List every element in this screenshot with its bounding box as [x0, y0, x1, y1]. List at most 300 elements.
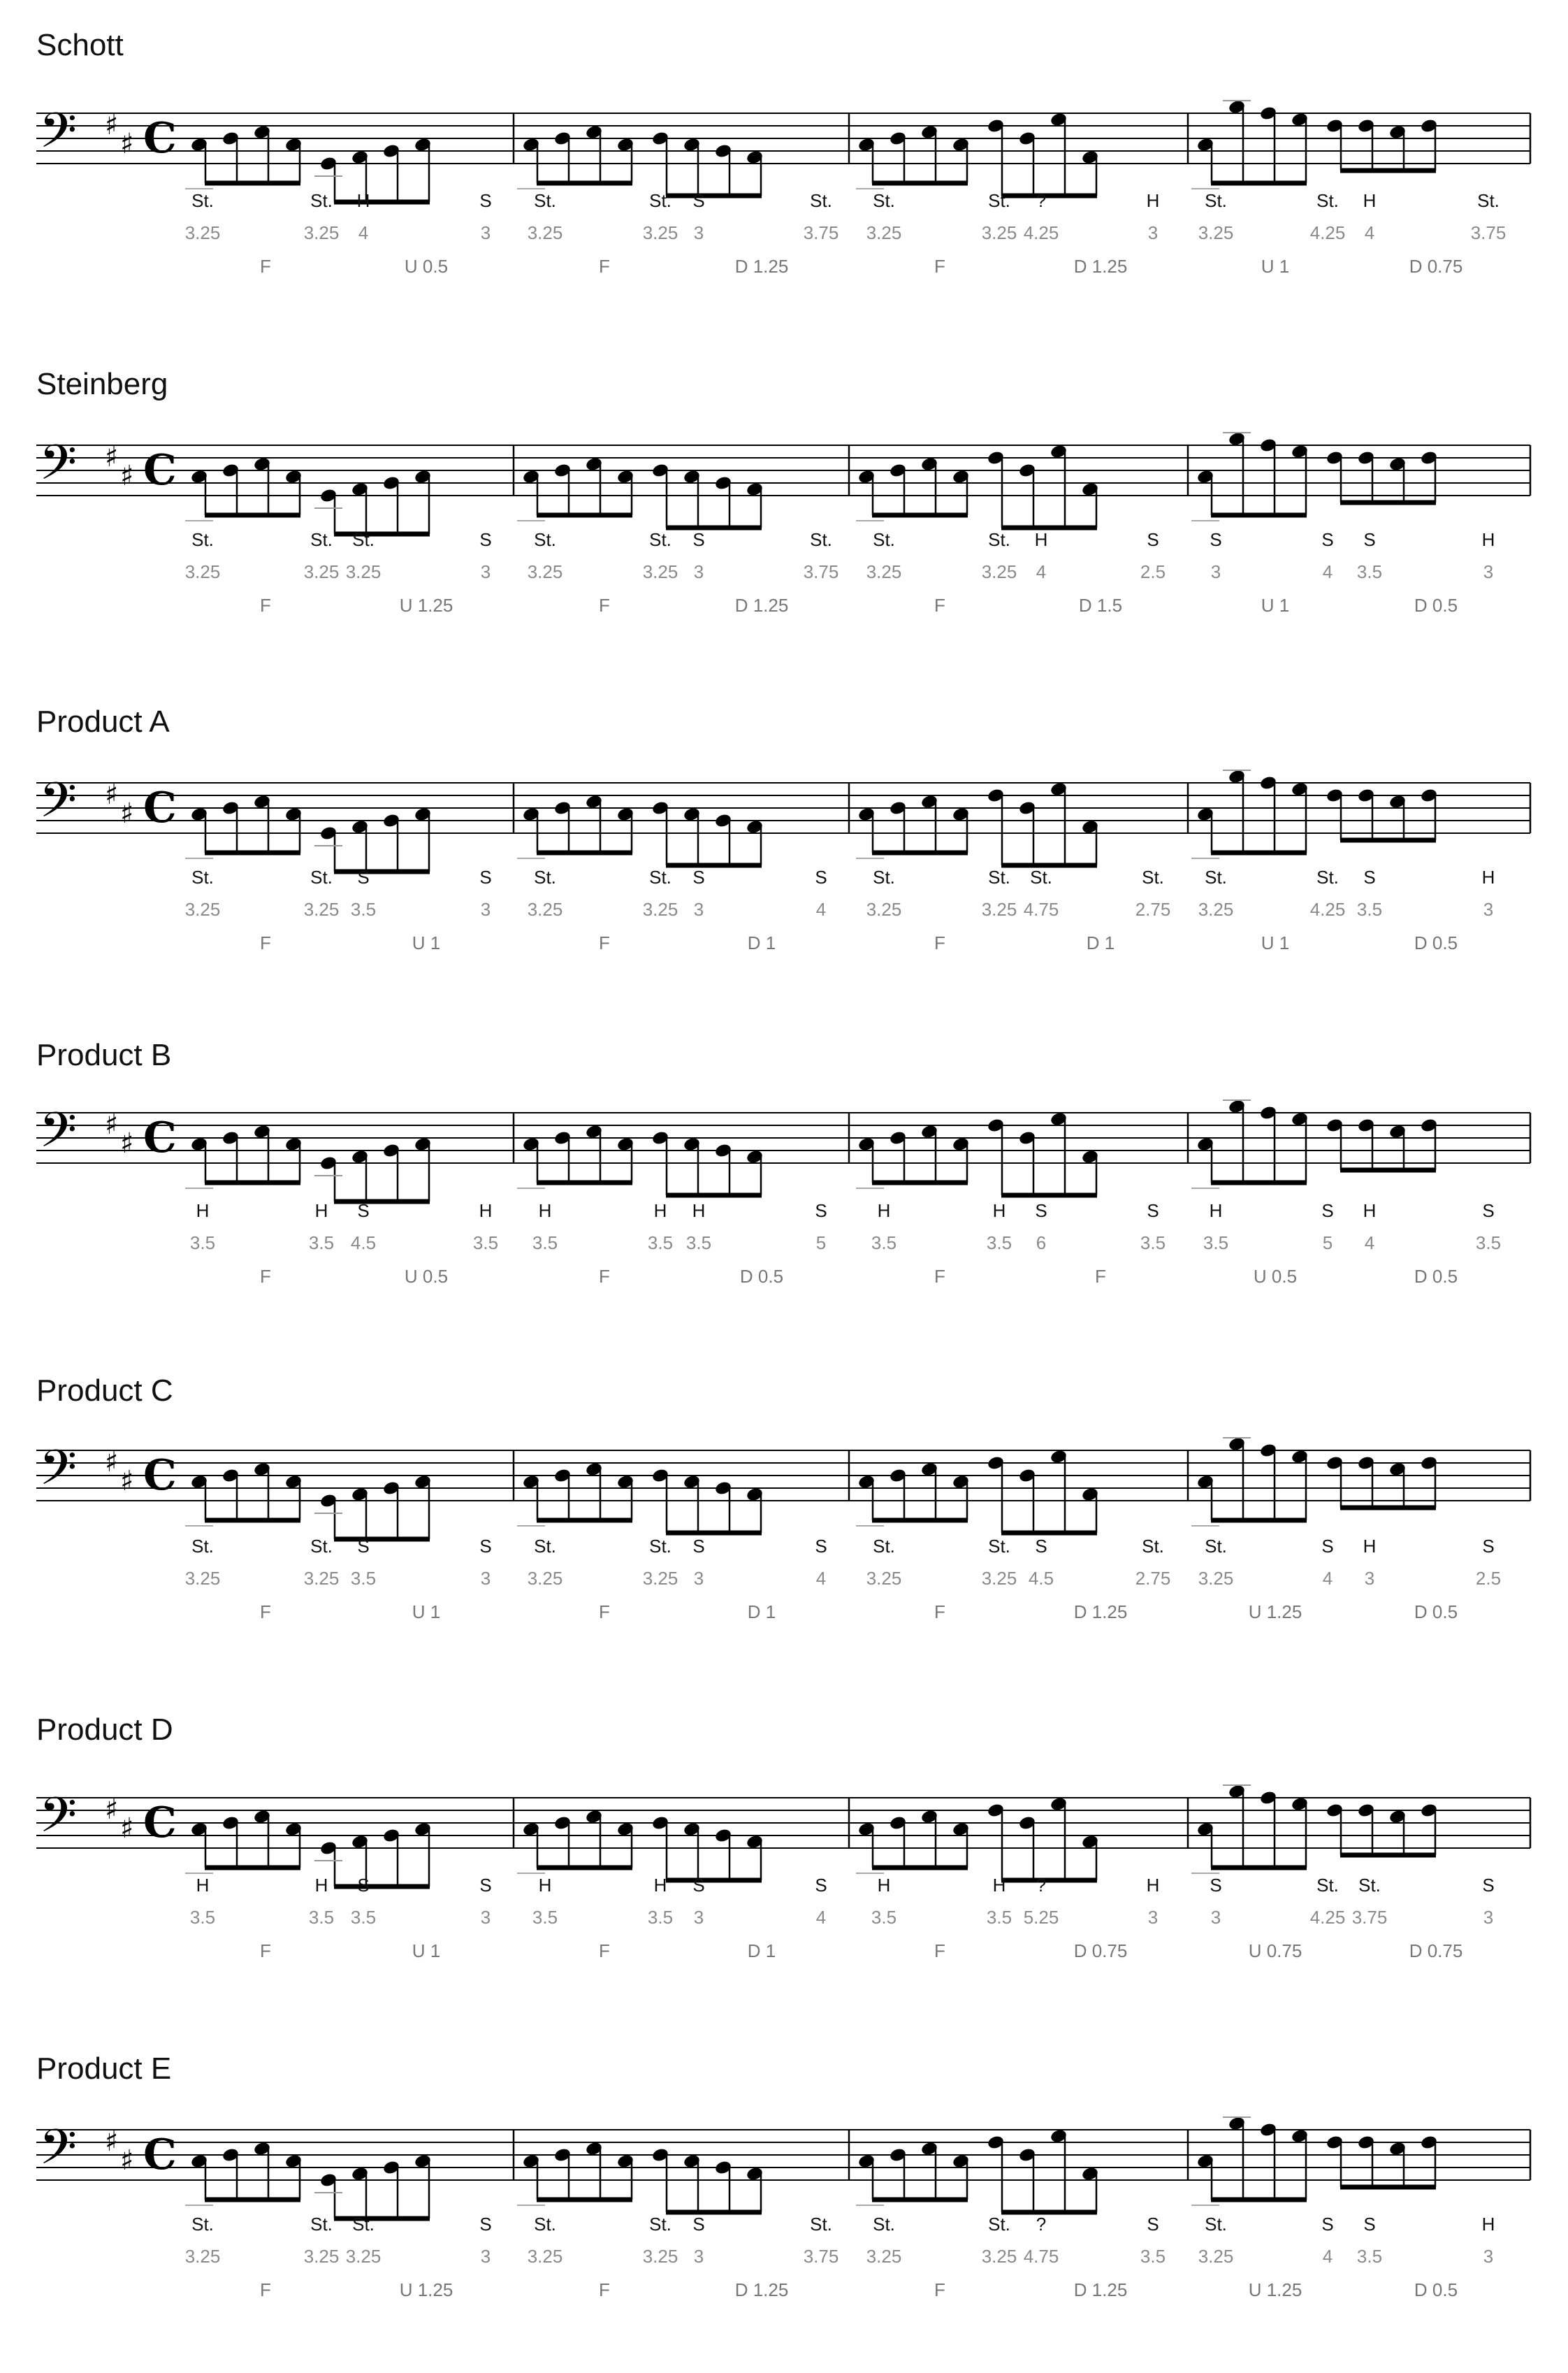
position-value: 3.25 [1198, 2246, 1234, 2267]
position-value: 3.25 [527, 1568, 563, 1589]
sharp-icon: ♯ [105, 441, 119, 473]
position-value: 3 [1210, 561, 1221, 582]
sharp-icon: ♯ [120, 2144, 134, 2177]
position-value: 4 [1036, 561, 1047, 582]
fingering-letter: H [1481, 2214, 1495, 2235]
position-value: 3.25 [866, 1568, 902, 1589]
fingering-letter: St. [534, 529, 556, 550]
fingering-letter: St. [1030, 867, 1052, 888]
time-signature: C [143, 784, 177, 832]
fingering-letter: St. [1205, 1536, 1227, 1557]
fingering-letter: H [992, 1200, 1006, 1221]
position-value: 3.5 [986, 1907, 1012, 1928]
position-value: 3.25 [345, 2246, 382, 2267]
shift-label: U 1 [1261, 595, 1290, 616]
score-system [0, 367, 1568, 688]
fingering-letter: St. [1205, 2214, 1227, 2235]
position-value: 4.25 [1309, 222, 1346, 243]
fingering-letter: H [1146, 1875, 1160, 1896]
shift-label: U 1.25 [399, 595, 453, 616]
position-value: 3.25 [345, 561, 382, 582]
fingering-letter: S [1482, 1875, 1495, 1896]
position-value: 4 [1364, 1232, 1375, 1253]
system-title: Steinberg [36, 367, 168, 401]
shift-label: D 0.75 [1409, 256, 1463, 277]
position-value: 4.25 [1309, 1907, 1346, 1928]
position-value: 4 [815, 1568, 827, 1589]
position-value: 3.75 [1351, 1907, 1388, 1928]
position-value: 3 [480, 2246, 491, 2267]
system-title: Schott [36, 28, 124, 62]
fingering-letter: H [479, 1200, 493, 1221]
position-value: 3.75 [803, 222, 839, 243]
position-value: 3 [1210, 1907, 1221, 1928]
shift-label: D 0.5 [1414, 932, 1458, 953]
fingering-letter: St. [191, 1536, 214, 1557]
position-value: 3.25 [866, 222, 902, 243]
score-system [0, 28, 1568, 349]
position-value: 3.25 [642, 222, 678, 243]
position-value: 3.25 [184, 2246, 221, 2267]
fingering-letter: S [1035, 1536, 1047, 1557]
shift-label: D 1.5 [1078, 595, 1123, 616]
position-value: 4.5 [350, 1232, 377, 1253]
fingering-letter: H [692, 1200, 706, 1221]
shift-label: F [260, 1266, 271, 1287]
fingering-letter: St. [1142, 1536, 1164, 1557]
fingering-letter: S [1363, 529, 1376, 550]
position-value: 3.5 [1356, 899, 1383, 920]
fingering-letter: St. [310, 190, 333, 211]
shift-label: D 1.25 [734, 256, 789, 277]
position-value: 3.5 [1140, 1232, 1166, 1253]
position-value: 3 [480, 899, 491, 920]
time-signature: C [143, 1798, 177, 1847]
fingering-letter: S [1035, 1200, 1047, 1221]
fingering-letter: St. [310, 2214, 333, 2235]
position-value: 3 [480, 1907, 491, 1928]
position-value: 3.5 [189, 1232, 216, 1253]
system-title: Product E [36, 2051, 172, 2086]
bass-clef-icon: 𝄢 [39, 2119, 78, 2187]
position-value: 3.25 [642, 899, 678, 920]
position-value: 4.25 [1023, 222, 1059, 243]
shift-label: F [599, 1940, 610, 1961]
fingering-letter: S [815, 867, 827, 888]
fingering-letter: S [479, 2214, 492, 2235]
fingering-letter: S [1321, 2214, 1334, 2235]
position-value: 3.25 [981, 561, 1017, 582]
position-value: 3.25 [866, 561, 902, 582]
music-staff [0, 1712, 1568, 1855]
system-title: Product C [36, 1373, 173, 1408]
shift-label: F [934, 2279, 945, 2300]
position-value: 3 [693, 1907, 704, 1928]
position-value: 3.5 [350, 1907, 377, 1928]
music-staff [0, 705, 1568, 844]
fingering-letter: H [538, 1200, 552, 1221]
fingering-letter: St. [988, 190, 1010, 211]
score-system [0, 1373, 1568, 1695]
fingering-letter: St. [988, 529, 1010, 550]
position-value: 5 [815, 1232, 827, 1253]
position-value: 3 [480, 222, 491, 243]
fingering-letter: ? [1036, 190, 1047, 211]
fingering-letter: S [479, 1536, 492, 1557]
fingering-letter: H [877, 1200, 891, 1221]
shift-label: U 1.25 [1248, 2279, 1302, 2300]
bass-clef-icon: 𝄢 [39, 1102, 78, 1170]
shift-label: D 0.5 [1414, 1266, 1458, 1287]
fingering-letter: S [1321, 1536, 1334, 1557]
position-value: 3.25 [303, 561, 340, 582]
shift-label: U 1.25 [399, 2279, 453, 2300]
shift-label: U 0.5 [1253, 1266, 1298, 1287]
fingering-letter: St. [988, 867, 1010, 888]
fingering-letter: S [1147, 529, 1159, 550]
position-value: 3.5 [472, 1232, 499, 1253]
shift-label: D 1 [747, 932, 776, 953]
shift-label: U 1 [1261, 932, 1290, 953]
shift-label: U 1 [412, 932, 441, 953]
position-value: 3 [1483, 899, 1494, 920]
fingering-letter: St. [873, 867, 895, 888]
shift-label: F [934, 1940, 945, 1961]
system-title: Product D [36, 1712, 173, 1747]
position-value: 3.25 [642, 2246, 678, 2267]
fingering-letter: H [1481, 867, 1495, 888]
shift-label: F [599, 932, 610, 953]
shift-label: U 1 [1261, 256, 1290, 277]
shift-label: D 0.5 [1414, 2279, 1458, 2300]
shift-label: F [599, 1601, 610, 1622]
fingering-letter: H [196, 1875, 210, 1896]
shift-label: F [1095, 1266, 1106, 1287]
shift-label: F [934, 1601, 945, 1622]
shift-label: F [260, 1601, 271, 1622]
fingering-letter: St. [1316, 867, 1339, 888]
fingering-letter: St. [1477, 190, 1500, 211]
position-value: 3.5 [871, 1907, 897, 1928]
position-value: 4 [1322, 561, 1333, 582]
fingering-letter: St. [1205, 867, 1227, 888]
position-value: 3.25 [1198, 899, 1234, 920]
position-value: 3.25 [527, 561, 563, 582]
shift-label: D 1 [747, 1940, 776, 1961]
position-value: 3.5 [350, 1568, 377, 1589]
fingering-letter: S [1363, 867, 1376, 888]
fingering-letter: S [1321, 529, 1334, 550]
sharp-icon: ♯ [105, 1446, 119, 1478]
time-signature: C [143, 114, 177, 163]
shift-label: D 0.5 [739, 1266, 784, 1287]
shift-label: F [260, 256, 271, 277]
fingering-letter: S [357, 867, 370, 888]
fingering-letter: St. [1205, 190, 1227, 211]
position-value: 3.5 [189, 1907, 216, 1928]
fingering-letter: S [479, 190, 492, 211]
fingering-letter: S [479, 867, 492, 888]
position-value: 3.5 [308, 1907, 335, 1928]
fingering-letter: H [314, 1200, 328, 1221]
fingering-letter: S [357, 1536, 370, 1557]
position-value: 3.5 [871, 1232, 897, 1253]
fingering-letter: St. [191, 190, 214, 211]
position-value: 3.25 [1198, 1568, 1234, 1589]
fingering-letter: St. [534, 867, 556, 888]
shift-label: D 1 [747, 1601, 776, 1622]
fingering-letter: S [692, 1536, 705, 1557]
fingering-letter: St. [810, 2214, 832, 2235]
position-value: 4.5 [1028, 1568, 1054, 1589]
fingering-letter: St. [649, 190, 672, 211]
shift-label: F [599, 1266, 610, 1287]
shift-label: D 1.25 [734, 2279, 789, 2300]
position-value: 3 [1147, 222, 1159, 243]
shift-label: D 1.25 [734, 595, 789, 616]
fingering-letter: St. [1316, 1875, 1339, 1896]
position-value: 3.25 [981, 222, 1017, 243]
fingering-letter: St. [649, 2214, 672, 2235]
fingering-letter: S [692, 190, 705, 211]
position-value: 3.5 [532, 1907, 558, 1928]
fingering-letter: H [538, 1875, 552, 1896]
score-system [0, 1038, 1568, 1359]
position-value: 4.75 [1023, 2246, 1059, 2267]
music-staff [0, 367, 1568, 507]
sharp-icon: ♯ [120, 798, 134, 830]
bass-clef-icon: 𝄢 [39, 434, 78, 503]
position-value: 3 [1483, 1907, 1494, 1928]
music-staff [0, 28, 1568, 171]
fingering-letter: S [692, 1875, 705, 1896]
fingering-letter: H [314, 1875, 328, 1896]
fingering-letter: H [1363, 1200, 1377, 1221]
system-title: Product A [36, 705, 170, 739]
position-value: 3.75 [1470, 222, 1507, 243]
position-value: 4 [815, 899, 827, 920]
fingering-letter: St. [988, 1536, 1010, 1557]
fingering-letter: S [692, 867, 705, 888]
shift-label: D 0.75 [1073, 1940, 1128, 1961]
bass-clef-icon: 𝄢 [39, 1439, 78, 1508]
fingering-letter: St. [191, 529, 214, 550]
fingering-letter: H [196, 1200, 210, 1221]
fingering-letter: H [992, 1875, 1006, 1896]
shift-label: F [934, 595, 945, 616]
position-value: 3.25 [184, 561, 221, 582]
fingering-letter: S [1210, 529, 1222, 550]
fingering-letter: H [1363, 190, 1377, 211]
fingering-letter: S [357, 1875, 370, 1896]
fingering-letter: St. [873, 529, 895, 550]
shift-label: D 1.25 [1073, 2279, 1128, 2300]
position-value: 3.5 [1203, 1232, 1229, 1253]
position-value: 3 [693, 222, 704, 243]
position-value: 3.25 [303, 899, 340, 920]
fingering-letter: H [1146, 190, 1160, 211]
position-value: 3 [1364, 1568, 1375, 1589]
fingering-letter: S [357, 1200, 370, 1221]
fingering-letter: H [877, 1875, 891, 1896]
position-value: 3 [693, 1568, 704, 1589]
fingering-letter: S [479, 1875, 492, 1896]
fingering-letter: St. [191, 2214, 214, 2235]
position-value: 3.5 [647, 1907, 674, 1928]
shift-label: F [260, 595, 271, 616]
sharp-icon: ♯ [105, 1794, 119, 1826]
position-value: 3.25 [184, 1568, 221, 1589]
fingering-letter: St. [1316, 190, 1339, 211]
position-value: 4.25 [1309, 899, 1346, 920]
fingering-letter: St. [873, 2214, 895, 2235]
position-value: 2.75 [1135, 1568, 1171, 1589]
position-value: 3.5 [350, 899, 377, 920]
position-value: 3.25 [1198, 222, 1234, 243]
position-value: 3.5 [986, 1232, 1012, 1253]
fingering-letter: St. [534, 190, 556, 211]
position-value: 3.75 [803, 561, 839, 582]
position-value: 3.5 [1356, 561, 1383, 582]
fingering-letter: St. [352, 2214, 375, 2235]
fingering-letter: S [1482, 1536, 1495, 1557]
shift-label: F [260, 932, 271, 953]
music-staff [0, 2051, 1568, 2191]
system-title: Product B [36, 1038, 172, 1072]
fingering-letter: S [815, 1536, 827, 1557]
position-value: 3.5 [532, 1232, 558, 1253]
time-signature: C [143, 1451, 177, 1500]
position-value: 3.25 [527, 222, 563, 243]
fingering-letter: St. [1358, 1875, 1381, 1896]
position-value: 4 [815, 1907, 827, 1928]
fingering-letter: St. [649, 867, 672, 888]
fingering-letter: S [1147, 1200, 1159, 1221]
fingering-letter: S [1321, 1200, 1334, 1221]
position-value: 3 [1483, 561, 1494, 582]
sharp-icon: ♯ [120, 1127, 134, 1160]
position-value: 5 [1322, 1232, 1333, 1253]
position-value: 3.25 [642, 1568, 678, 1589]
position-value: 3.5 [685, 1232, 712, 1253]
fingering-letter: ? [1036, 1875, 1047, 1896]
shift-label: F [934, 932, 945, 953]
shift-label: D 1.25 [1073, 1601, 1128, 1622]
position-value: 3 [1483, 2246, 1494, 2267]
position-value: 6 [1036, 1232, 1047, 1253]
score-system [0, 1712, 1568, 2034]
time-signature: C [143, 446, 177, 495]
fingering-letter: S [815, 1875, 827, 1896]
fingering-letter: St. [649, 1536, 672, 1557]
time-signature: C [143, 2130, 177, 2179]
position-value: 3.5 [1140, 2246, 1166, 2267]
sharp-icon: ♯ [105, 1109, 119, 1141]
bass-clef-icon: 𝄢 [39, 772, 78, 840]
fingering-letter: S [1147, 2214, 1159, 2235]
time-signature: C [143, 1113, 177, 1162]
shift-label: F [260, 2279, 271, 2300]
position-value: 2.75 [1135, 899, 1171, 920]
fingering-letter: S [479, 529, 492, 550]
bass-clef-icon: 𝄢 [39, 102, 78, 171]
shift-label: F [934, 1266, 945, 1287]
fingering-letter: H [1209, 1200, 1223, 1221]
position-value: 3.75 [803, 2246, 839, 2267]
position-value: 3.5 [647, 1232, 674, 1253]
shift-label: U 0.75 [1248, 1940, 1302, 1961]
score-system [0, 2051, 1568, 2373]
fingering-letter: St. [191, 867, 214, 888]
position-value: 4 [1322, 2246, 1333, 2267]
shift-label: D 0.5 [1414, 595, 1458, 616]
fingering-letter: S [692, 2214, 705, 2235]
position-value: 3.5 [308, 1232, 335, 1253]
sharp-icon: ♯ [105, 109, 119, 141]
shift-label: U 0.5 [404, 1266, 449, 1287]
position-value: 4 [358, 222, 369, 243]
fingering-letter: H [1481, 529, 1495, 550]
shift-label: F [934, 256, 945, 277]
position-value: 3 [480, 561, 491, 582]
shift-label: U 1 [412, 1601, 441, 1622]
shift-label: F [599, 595, 610, 616]
position-value: 3.25 [184, 222, 221, 243]
position-value: 4 [1364, 222, 1375, 243]
fingering-letter: St. [310, 1536, 333, 1557]
music-staff [0, 1373, 1568, 1513]
fingering-letter: St. [534, 2214, 556, 2235]
fingering-letter: St. [873, 1536, 895, 1557]
music-staff [0, 1038, 1568, 1178]
fingering-letter: H [653, 1200, 667, 1221]
fingering-letter: St. [534, 1536, 556, 1557]
position-value: 3.25 [527, 899, 563, 920]
position-value: 4 [1322, 1568, 1333, 1589]
fingering-letter: H [1034, 529, 1048, 550]
position-value: 3.25 [303, 2246, 340, 2267]
shift-label: D 0.75 [1409, 1940, 1463, 1961]
position-value: 3.25 [642, 561, 678, 582]
position-value: 3.25 [981, 2246, 1017, 2267]
position-value: 3.5 [1356, 2246, 1383, 2267]
position-value: 3.25 [981, 1568, 1017, 1589]
sharp-icon: ♯ [120, 1465, 134, 1497]
fingering-letter: St. [310, 867, 333, 888]
fingering-letter: S [1482, 1200, 1495, 1221]
position-value: 3 [480, 1568, 491, 1589]
shift-label: D 1 [1086, 932, 1115, 953]
shift-label: D 0.5 [1414, 1601, 1458, 1622]
shift-label: D 1.25 [1073, 256, 1128, 277]
sharp-icon: ♯ [120, 1812, 134, 1845]
sharp-icon: ♯ [120, 128, 134, 160]
fingering-letter: St. [352, 529, 375, 550]
score-system [0, 705, 1568, 1026]
fingering-letter: St. [649, 529, 672, 550]
position-value: 3.25 [866, 899, 902, 920]
position-value: 3 [1147, 1907, 1159, 1928]
fingering-letter: ? [1036, 2214, 1047, 2235]
fingering-letter: St. [873, 190, 895, 211]
position-value: 3.25 [527, 2246, 563, 2267]
position-value: 3.25 [981, 899, 1017, 920]
position-value: 4.75 [1023, 899, 1059, 920]
fingering-letter: St. [1142, 867, 1164, 888]
shift-label: F [599, 256, 610, 277]
shift-label: U 1.25 [1248, 1601, 1302, 1622]
sharp-icon: ♯ [120, 460, 134, 492]
